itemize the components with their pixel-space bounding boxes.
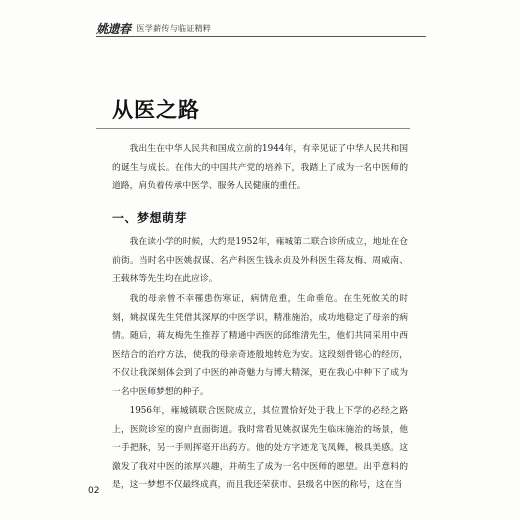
header-divider (96, 36, 426, 37)
paragraph-intro: 我出生在中华人民共和国成立前的1944年，有幸见证了中华人民共和国的诞生与成长。在伟大的中国共产党的培养下，我踏上了成为一名中医师的道路，肩负着传承中医学、服务人民健康的重任。 (112, 144, 408, 191)
chapter-title: 从医之路 (112, 97, 200, 122)
paragraph-mother: 我的母亲曾不幸罹患伤寒证，病情危重，生命垂危。在生死攸关的时刻，姚叔谋先生凭借其深厚的中医学识，精准施治，成功地稳定了母亲的病情。随后，蒋友梅先生推荐了精通中西医的邱维清先生，他们共同采用中西医结合的治疗方法，使我的母亲奇迹般地转危为安。这段刻骨铭心的经历，不仅让我深刻体会到了中医的神奇魅力与博大精深，更在我心中种下了成为一名中医师梦想的种子。 (112, 294, 408, 397)
author-signature: 姚遗春 (96, 21, 131, 36)
section-heading: 一、梦想萌芽 (112, 211, 188, 225)
chapter-divider (96, 128, 410, 129)
running-header (96, 18, 426, 38)
paragraph-hospital: 1956年，雍城镇联合医院成立，其位置恰好处于我上下学的必经之路上，医院诊室的窗户直面街道。我时常看见姚叔谋先生临床施治的场景，他一手把脉，另一手则挥毫开出药方。他的处方字迹龙飞凤舞，极具美感。这激发了我对中医的浓厚兴趣，并萌生了成为一名中医师的愿望。出乎意料的是，这一梦想不仅最终成真，而且我还荣获市、县级名中医的称号，这在当 (112, 406, 408, 490)
book-title: 医学薪传与临证精粹 (136, 23, 212, 33)
page-number: 02 (88, 486, 100, 496)
paragraph-clinic: 我在读小学的时候，大约是1952年，雍城第二联合诊所成立，地址在仓前街。当时名中医姚叔谋、名产科医生钱永贞及外科医生蒋友梅、周威南、王载林等先生均在此应诊。 (112, 237, 408, 284)
